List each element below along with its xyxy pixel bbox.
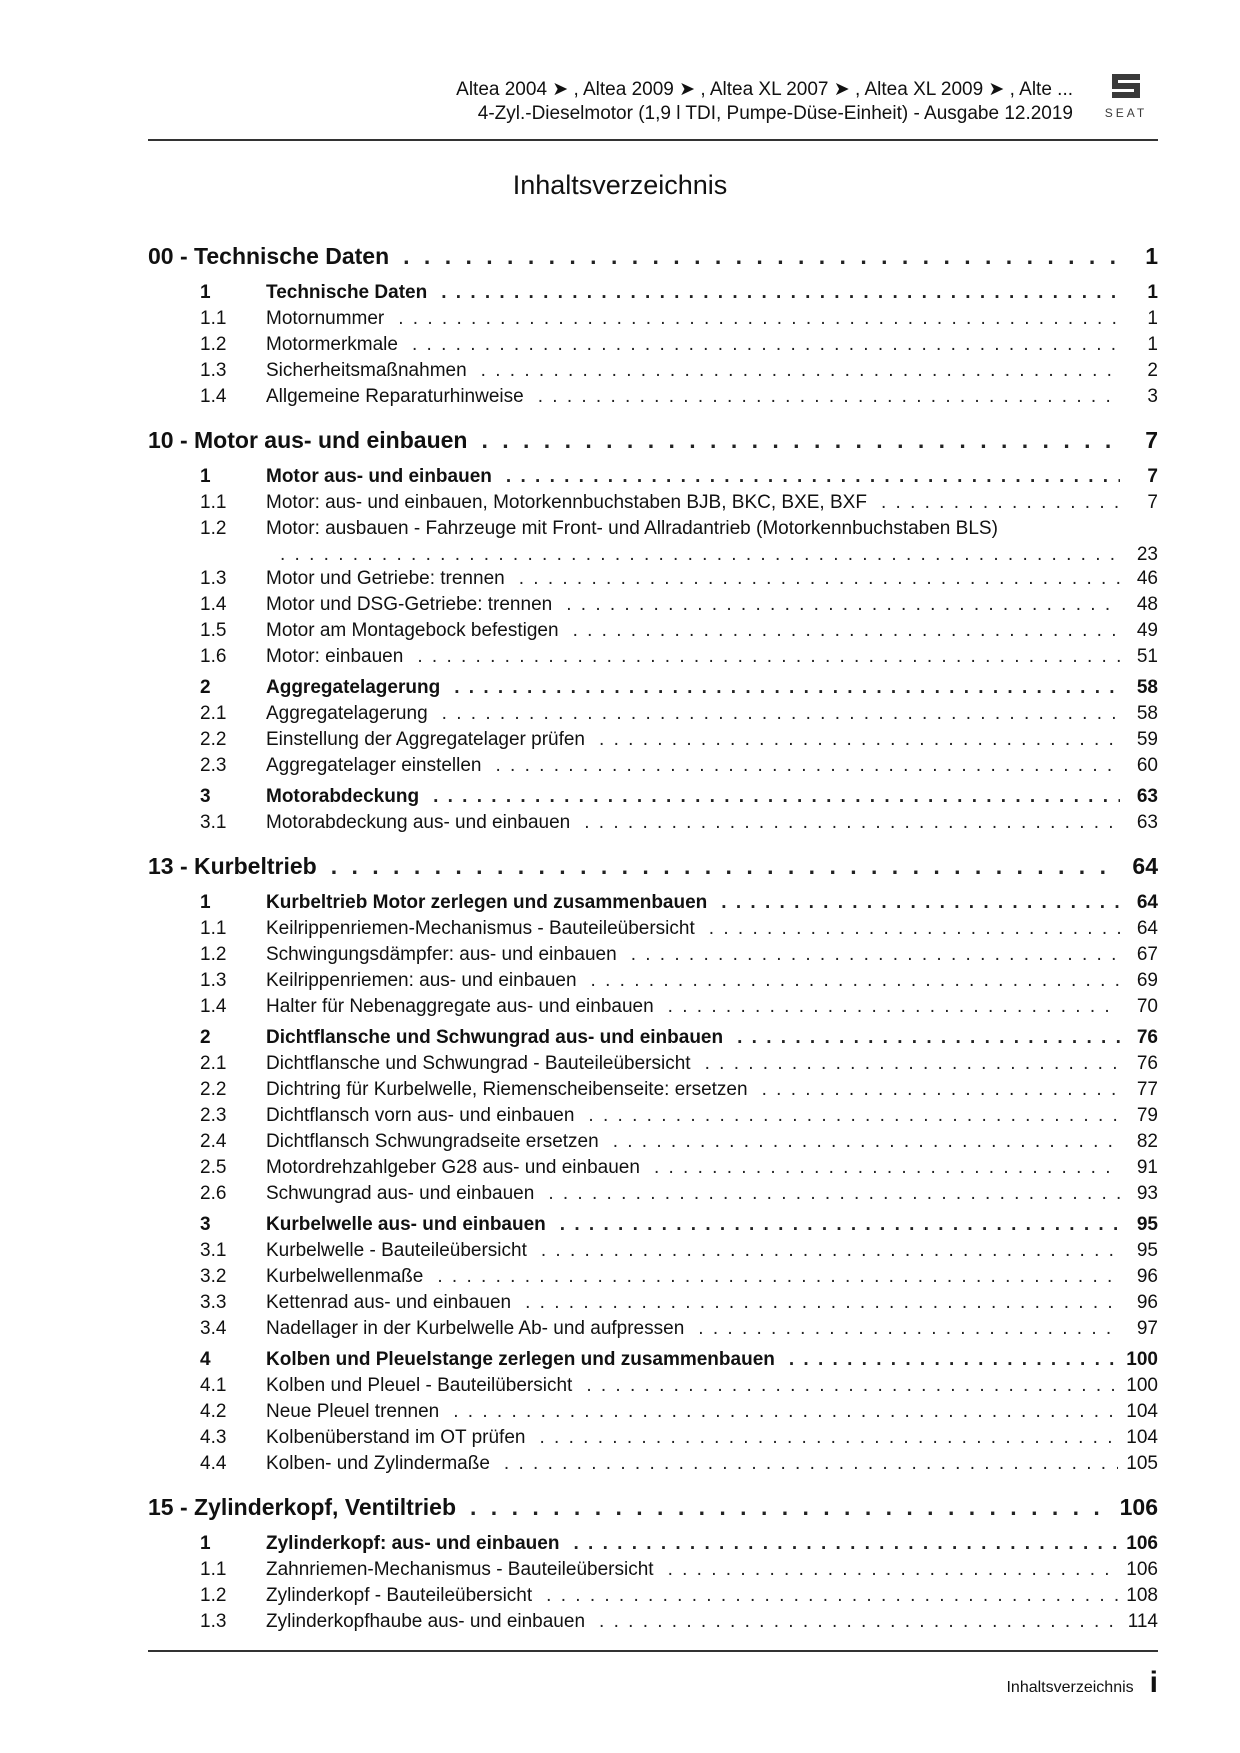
toc-chapter-section (148, 1487, 1158, 1637)
toc-subsection-number: 1.2 (200, 518, 227, 539)
toc-leader-dots (588, 1105, 1120, 1127)
toc-subsection-number: 1.4 (200, 386, 227, 407)
toc-subsection-number: 2.5 (200, 1157, 227, 1178)
toc-chapter-entry[interactable] (148, 846, 1158, 886)
toc-subsection-number: 2.6 (200, 1183, 227, 1204)
toc-subsection-title: Keilrippenriemen: aus- und einbauen (266, 970, 577, 991)
toc-subsection-number: 1.4 (200, 594, 227, 615)
toc-leader-dots (560, 1214, 1120, 1236)
toc-leader-dots (762, 1079, 1120, 1101)
toc-subsection-page: 58 (1136, 703, 1158, 724)
toc-subsection-title: Dichtring für Kurbelwelle, Riemenscheibenseite: ersetzen (266, 1079, 748, 1100)
toc-chapter-section (148, 236, 1158, 412)
toc-subsection-title: Schwungrad aus- und einbauen (266, 1183, 535, 1204)
toc-section-title: Aggregatelagerung (266, 677, 441, 698)
toc-section-title: Motorabdeckung (266, 786, 420, 807)
toc-subsection-title: Kurbelwelle - Bauteileübersicht (266, 1240, 527, 1261)
toc-section-page: 106 (1126, 1533, 1158, 1554)
toc-subsection-title: Motormerkmale (266, 334, 398, 355)
toc-subsection-entry[interactable] (148, 594, 1158, 620)
toc-subsection-continuation[interactable] (148, 544, 1158, 568)
toc-subsection-number: 1.1 (200, 1559, 227, 1580)
toc-leader-dots (398, 308, 1120, 330)
toc-subsection-entry[interactable] (148, 1611, 1158, 1637)
toc-subsection-page: 63 (1136, 812, 1158, 833)
toc-subsection-number: 1.6 (200, 646, 227, 667)
toc-leader-dots (631, 944, 1120, 966)
toc-subsection-entry[interactable] (148, 360, 1158, 386)
toc-section-entry[interactable] (148, 1533, 1158, 1559)
toc-subsection-title: Motornummer (266, 308, 385, 329)
toc-group (148, 1214, 1158, 1344)
toc-subsection-number: 2.4 (200, 1131, 227, 1152)
toc-subsection-page: 93 (1136, 1183, 1158, 1204)
toc-subsection-title: Keilrippenriemen-Mechanismus - Bauteileübersicht (266, 918, 695, 939)
toc-section-page: 7 (1147, 466, 1158, 487)
toc-subsection-number: 2.1 (200, 703, 227, 724)
toc-subsection-number: 2.2 (200, 1079, 227, 1100)
toc-chapter-page: 7 (1145, 426, 1158, 453)
toc-subsection-title: Nadellager in der Kurbelwelle Ab- und aufpressen (266, 1318, 685, 1339)
toc-subsection-entry[interactable] (148, 729, 1158, 755)
header-engine-edition: 4-Zyl.-Dieselmotor (1,9 l TDI, Pumpe-Düse-Einheit) - Ausgabe 12.2019 (477, 103, 1073, 124)
toc-section-entry[interactable] (148, 1214, 1158, 1240)
toc-section-title: Kurbeltrieb Motor zerlegen und zusammenbauen (266, 892, 708, 913)
toc-leader-dots (573, 620, 1120, 642)
toc-group (148, 786, 1158, 838)
toc-chapter-title: 13 - Kurbeltrieb (148, 852, 317, 879)
toc-subsection-number: 1.1 (200, 308, 227, 329)
toc-leader-dots (280, 544, 1120, 568)
toc-subsection-entry[interactable] (148, 1105, 1158, 1131)
toc-subsection-title: Kolben und Pleuel - Bauteilübersicht (266, 1375, 573, 1396)
toc-subsection-entry[interactable] (148, 918, 1158, 944)
toc-chapter-entry[interactable] (148, 1487, 1158, 1527)
toc-subsection-number: 3.1 (200, 812, 227, 833)
toc-subsection-entry[interactable] (148, 1157, 1158, 1183)
toc-section-page: 1 (1147, 282, 1158, 303)
toc-leader-dots (789, 1349, 1118, 1371)
toc-subsection-entry[interactable] (148, 1240, 1158, 1266)
toc-leader-dots (541, 1240, 1120, 1262)
toc-section-page: 100 (1126, 1349, 1158, 1370)
toc-subsection-number: 4.3 (200, 1427, 227, 1448)
toc-subsection-page: 69 (1136, 970, 1158, 991)
toc-leader-dots (584, 812, 1120, 834)
toc-section-page: 64 (1136, 892, 1158, 913)
footer-page-number: i (1149, 1666, 1158, 1699)
toc-subsection-number: 2.3 (200, 755, 227, 776)
toc-chapter-title: 15 - Zylinderkopf, Ventiltrieb (148, 1493, 457, 1520)
toc-subsection-entry[interactable] (148, 1079, 1158, 1105)
toc-subsection-title: Aggregatelagerung (266, 703, 428, 724)
page-title: Inhaltsverzeichnis (512, 170, 728, 200)
toc-subsection-number: 1.2 (200, 334, 227, 355)
toc-chapter-page: 1 (1145, 242, 1158, 269)
toc-leader-dots (403, 243, 1120, 270)
toc-section-entry[interactable] (148, 677, 1158, 703)
toc-subsection-page: 105 (1126, 1453, 1158, 1474)
toc-leader-dots (441, 282, 1120, 304)
toc-subsection-page: 106 (1126, 1559, 1158, 1580)
toc-leader-dots (481, 427, 1120, 454)
logo-text: SEAT (1104, 106, 1148, 120)
toc-subsection-entry[interactable] (148, 1318, 1158, 1344)
toc-leader-dots (573, 1533, 1118, 1555)
toc-leader-dots (496, 755, 1121, 777)
toc-subsection-title: Allgemeine Reparaturhinweise (266, 386, 524, 407)
footer-label: Inhaltsverzeichnis (1006, 1679, 1134, 1696)
toc-leader-dots (412, 334, 1120, 356)
toc-section-title: Technische Daten (266, 282, 428, 303)
toc-section-entry[interactable] (148, 786, 1158, 812)
seat-logo (1094, 72, 1158, 124)
toc-subsection-title: Einstellung der Aggregatelager prüfen (266, 729, 586, 750)
toc-section-entry[interactable] (148, 892, 1158, 918)
toc-subsection-number: 1.3 (200, 1611, 227, 1632)
toc-leader-dots (442, 703, 1120, 725)
toc-subsection-number: 1.2 (200, 1585, 227, 1606)
toc-subsection-title: Kurbelwellenmaße (266, 1266, 424, 1287)
toc-subsection-page: 77 (1136, 1079, 1158, 1100)
toc-subsection-entry[interactable] (148, 944, 1158, 970)
toc-subsection-number: 1.1 (200, 918, 227, 939)
toc-subsection-number: 4.2 (200, 1401, 227, 1422)
toc-subsection-page: 95 (1136, 1240, 1158, 1261)
footer-divider (148, 1650, 1158, 1652)
toc-subsection-title: Motor und DSG-Getriebe: trennen (266, 594, 553, 615)
header-vehicle-models: Altea 2004 ➤ , Altea 2009 ➤ , Altea XL 2007 ➤ , Altea XL 2009 ➤ , Alte ... (456, 79, 1073, 100)
toc-group (148, 466, 1158, 672)
toc-subsection-title: Aggregatelager einstellen (266, 755, 482, 776)
toc-leader-dots (668, 1559, 1119, 1581)
toc-leader-dots (481, 360, 1120, 382)
toc-group (148, 892, 1158, 1022)
toc-subsection-page: 82 (1136, 1131, 1158, 1152)
toc-chapter-entry[interactable] (148, 236, 1158, 276)
toc-subsection-entry[interactable] (148, 1131, 1158, 1157)
toc-leader-dots (546, 1585, 1118, 1607)
toc-leader-dots (586, 1375, 1118, 1397)
toc-leader-dots (506, 466, 1120, 488)
toc-subsection-number: 2.1 (200, 1053, 227, 1074)
toc-subsection-title: Zylinderkopfhaube aus- und einbauen (266, 1611, 586, 1632)
toc-leader-dots (453, 1401, 1118, 1423)
toc-leader-dots (331, 853, 1120, 880)
toc-subsection-entry[interactable] (148, 1375, 1158, 1401)
toc-subsection-page: 104 (1126, 1427, 1158, 1448)
toc-subsection-title: Schwingungsdämpfer: aus- und einbauen (266, 944, 617, 965)
toc-subsection-number: 4.4 (200, 1453, 227, 1474)
toc-subsection-entry[interactable] (148, 1453, 1158, 1479)
toc-subsection-number: 3.2 (200, 1266, 227, 1287)
toc-subsection-entry[interactable] (148, 334, 1158, 360)
toc-section-number: 1 (200, 466, 211, 487)
toc-leader-dots (433, 786, 1120, 808)
toc-leader-dots (548, 1183, 1120, 1205)
toc-subsection-page: 64 (1136, 918, 1158, 939)
toc-leader-dots (470, 1494, 1112, 1521)
toc-subsection-number: 1.2 (200, 944, 227, 965)
toc-section-number: 1 (200, 282, 211, 303)
toc-subsection-page: 7 (1147, 492, 1158, 513)
toc-subsection-number: 1.5 (200, 620, 227, 641)
toc-subsection-page: 60 (1136, 755, 1158, 776)
toc-section-number: 4 (200, 1349, 211, 1370)
toc-leader-dots (539, 1427, 1118, 1449)
toc-leader-dots (437, 1266, 1120, 1288)
toc-subsection-page: 100 (1126, 1375, 1158, 1396)
toc-section-title: Motor aus- und einbauen (266, 466, 492, 487)
toc-chapter-title: 10 - Motor aus- und einbauen (148, 426, 468, 453)
toc-subsection-title: Neue Pleuel trennen (266, 1401, 440, 1422)
toc-subsection-title: Kettenrad aus- und einbauen (266, 1292, 512, 1313)
toc-subsection-number: 4.1 (200, 1375, 227, 1396)
toc-leader-dots (698, 1318, 1120, 1340)
toc-leader-dots (538, 386, 1120, 408)
toc-subsection-entry[interactable] (148, 1559, 1158, 1585)
toc-section-entry[interactable] (148, 1349, 1158, 1375)
toc-subsection-page: 76 (1136, 1053, 1158, 1074)
toc-subsection-entry[interactable] (148, 755, 1158, 781)
toc-subsection-entry[interactable] (148, 970, 1158, 996)
toc-section-number: 3 (200, 1214, 211, 1235)
toc-subsection-entry[interactable] (148, 1427, 1158, 1453)
toc-subsection-entry[interactable] (148, 646, 1158, 672)
toc-chapter-title: 00 - Technische Daten (148, 242, 390, 269)
toc-subsection-number: 1.4 (200, 996, 227, 1017)
toc-leader-dots (654, 1157, 1120, 1179)
toc-subsection-page: 104 (1126, 1401, 1158, 1422)
toc-section-entry[interactable] (148, 466, 1158, 492)
toc-subsection-page: 79 (1136, 1105, 1158, 1126)
toc-chapter-section (148, 420, 1158, 838)
toc-leader-dots (721, 892, 1120, 914)
toc-leader-dots (525, 1292, 1120, 1314)
toc-subsection-title: Motorabdeckung aus- und einbauen (266, 812, 571, 833)
toc-subsection-title: Motor am Montagebock befestigen (266, 620, 559, 641)
toc-subsection-page: 2 (1147, 360, 1158, 381)
toc-section-number: 2 (200, 1027, 211, 1048)
toc-subsection-page: 67 (1136, 944, 1158, 965)
toc-subsection-page: 3 (1147, 386, 1158, 407)
toc-leader-dots (668, 996, 1120, 1018)
toc-section-page: 63 (1136, 786, 1158, 807)
toc-chapter-entry[interactable] (148, 420, 1158, 460)
toc-continuation-line (148, 544, 1158, 568)
toc-subsection-entry[interactable] (148, 1266, 1158, 1292)
toc-leader-dots (737, 1027, 1120, 1049)
toc-subsection-entry[interactable] (148, 1053, 1158, 1079)
toc-subsection-entry[interactable] (148, 620, 1158, 646)
toc-leader-dots (613, 1131, 1120, 1153)
toc-subsection-number: 1.3 (200, 970, 227, 991)
page-footer (1006, 1666, 1158, 1700)
toc-subsection-page: 70 (1136, 996, 1158, 1017)
toc-leader-dots (881, 492, 1120, 514)
toc-section-page: 58 (1136, 677, 1158, 698)
header-divider (148, 139, 1158, 141)
toc-subsection-entry[interactable] (148, 518, 1158, 544)
toc-leader-dots (417, 646, 1120, 668)
toc-group (148, 1533, 1158, 1637)
toc-subsection-page: 1 (1147, 334, 1158, 355)
toc-group (148, 1349, 1158, 1479)
toc-chapter-page: 64 (1132, 852, 1158, 879)
toc-subsection-page: 96 (1136, 1292, 1158, 1313)
toc-subsection-title: Dichtflansch vorn aus- und einbauen (266, 1105, 575, 1126)
toc-leader-dots (591, 970, 1120, 992)
toc-subsection-page: 46 (1136, 568, 1158, 589)
toc-leader-dots (504, 1453, 1118, 1475)
toc-subsection-number: 3.4 (200, 1318, 227, 1339)
toc-subsection-title: Zahnriemen-Mechanismus - Bauteileübersicht (266, 1559, 654, 1580)
toc-subsection-entry[interactable] (148, 492, 1158, 518)
toc-section-number: 1 (200, 892, 211, 913)
toc-subsection-entry[interactable] (148, 1183, 1158, 1209)
toc-group (148, 1027, 1158, 1209)
toc-leader-dots (709, 918, 1120, 940)
toc-subsection-title: Dichtflansch Schwungradseite ersetzen (266, 1131, 599, 1152)
toc-subsection-entry[interactable] (148, 1292, 1158, 1318)
toc-subsection-title: Halter für Nebenaggregate aus- und einbauen (266, 996, 654, 1017)
toc-section-page: 95 (1136, 1214, 1158, 1235)
toc-subsection-page: 23 (1136, 544, 1158, 565)
toc-subsection-entry[interactable] (148, 386, 1158, 412)
toc-subsection-number: 2.2 (200, 729, 227, 750)
toc-leader-dots (454, 677, 1120, 699)
toc-section-title: Kurbelwelle aus- und einbauen (266, 1214, 546, 1235)
document-header (148, 78, 1073, 126)
toc-section-page: 76 (1136, 1027, 1158, 1048)
toc-subsection-number: 3.3 (200, 1292, 227, 1313)
toc-subsection-number: 1.1 (200, 492, 227, 513)
toc-subsection-page: 97 (1136, 1318, 1158, 1339)
toc-subsection-page: 59 (1136, 729, 1158, 750)
toc-subsection-title: Zylinderkopf - Bauteileübersicht (266, 1585, 533, 1606)
toc-subsection-number: 3.1 (200, 1240, 227, 1261)
toc-subsection-page: 51 (1136, 646, 1158, 667)
toc-section-title: Dichtflansche und Schwungrad aus- und einbauen (266, 1027, 724, 1048)
toc-group (148, 282, 1158, 412)
toc-subsection-title: Kolben- und Zylindermaße (266, 1453, 490, 1474)
toc-chapter-section (148, 846, 1158, 1479)
toc-subsection-entry[interactable] (148, 1401, 1158, 1427)
toc-subsection-page: 49 (1136, 620, 1158, 641)
toc-leader-dots (599, 1611, 1120, 1633)
toc-section-entry[interactable] (148, 1027, 1158, 1053)
toc-group (148, 677, 1158, 781)
toc-leader-dots (705, 1053, 1120, 1075)
toc-subsection-page: 1 (1147, 308, 1158, 329)
toc-subsection-title: Motor und Getriebe: trennen (266, 568, 505, 589)
toc-subsection-number: 2.3 (200, 1105, 227, 1126)
toc-subsection-entry[interactable] (148, 568, 1158, 594)
toc-subsection-page: 108 (1126, 1585, 1158, 1606)
toc-subsection-title: Sicherheitsmaßnahmen (266, 360, 467, 381)
toc-subsection-entry[interactable] (148, 308, 1158, 334)
toc-section-title: Zylinderkopf: aus- und einbauen (266, 1533, 560, 1554)
toc-subsection-title: Kolbenüberstand im OT prüfen (266, 1427, 526, 1448)
toc-subsection-title: Motor: ausbauen - Fahrzeuge mit Front- und Allradantrieb (Motorkennbuchstaben BLS) (266, 518, 998, 539)
toc-subsection-title: Dichtflansche und Schwungrad - Bauteileübersicht (266, 1053, 691, 1074)
toc-subsection-entry[interactable] (148, 703, 1158, 729)
toc-subsection-page: 114 (1127, 1611, 1158, 1632)
toc-leader-dots (519, 568, 1120, 590)
toc-subsection-number: 1.3 (200, 360, 227, 381)
toc-chapter-page: 106 (1119, 1493, 1158, 1520)
toc-section-number: 3 (200, 786, 211, 807)
toc-subsection-title: Motor: einbauen (266, 646, 404, 667)
toc-leader-dots (566, 594, 1120, 616)
toc-subsection-title: Motordrehzahlgeber G28 aus- und einbauen (266, 1157, 640, 1178)
toc-subsection-page: 96 (1136, 1266, 1158, 1287)
toc-subsection-page: 91 (1136, 1157, 1158, 1178)
toc-subsection-number: 1.3 (200, 568, 227, 589)
toc-section-number: 2 (200, 677, 211, 698)
toc-section-entry[interactable] (148, 282, 1158, 308)
toc-leader-dots (599, 729, 1120, 751)
toc-subsection-title: Motor: aus- und einbauen, Motorkennbuchstaben BJB, BKC, BXE, BXF (266, 492, 867, 513)
toc-section-title: Kolben und Pleuelstange zerlegen und zusammenbauen (266, 1349, 775, 1370)
seat-logo-icon (1094, 72, 1158, 124)
toc-subsection-entry[interactable] (148, 812, 1158, 838)
toc-subsection-page: 48 (1136, 594, 1158, 615)
toc-section-number: 1 (200, 1533, 211, 1554)
toc-subsection-entry[interactable] (148, 1585, 1158, 1611)
toc-subsection-entry[interactable] (148, 996, 1158, 1022)
table-of-contents (148, 236, 1158, 1645)
